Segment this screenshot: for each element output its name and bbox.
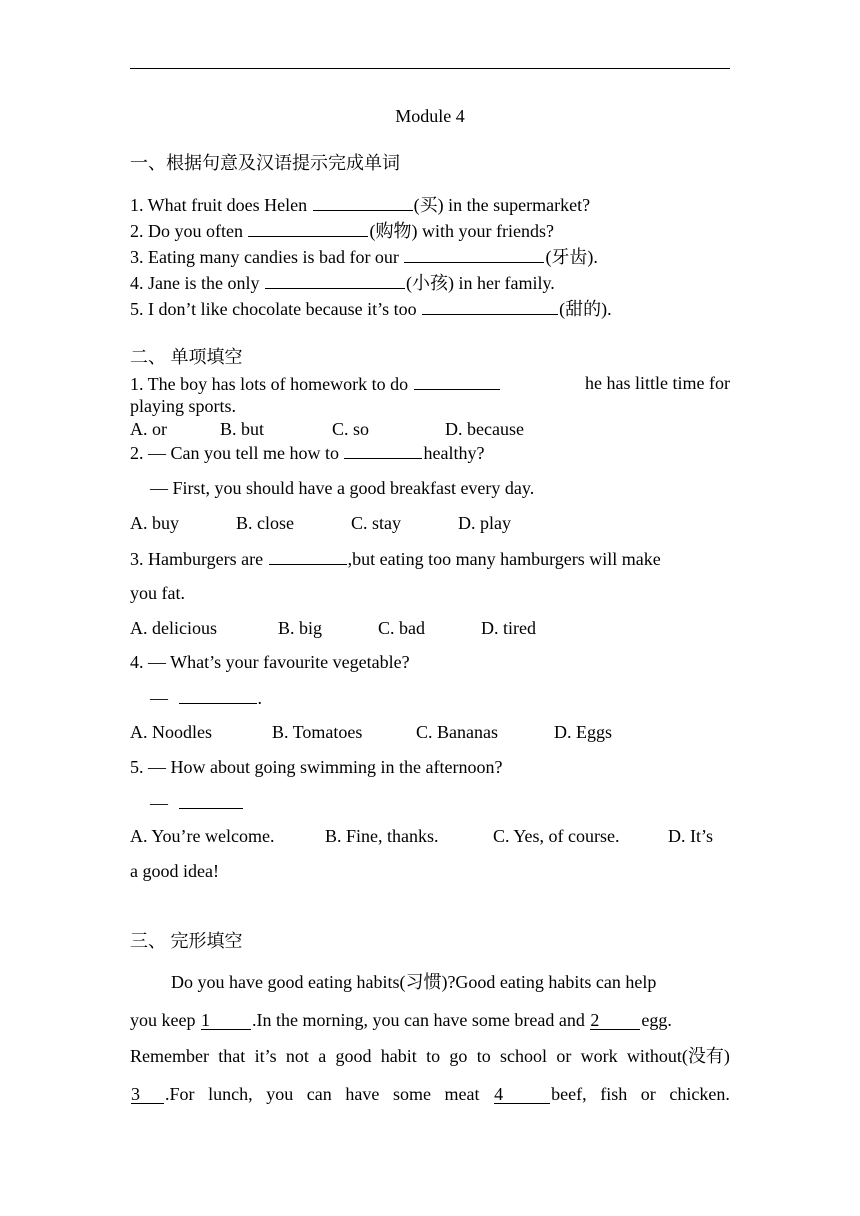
q2-option-d[interactable]: D. play bbox=[458, 513, 511, 533]
q1-option-c[interactable]: C. so bbox=[332, 419, 370, 439]
q1-option-a[interactable]: A. or bbox=[130, 419, 167, 439]
q3-cont: you fat. bbox=[130, 583, 185, 603]
cloze-line-4-word: fish bbox=[600, 1084, 628, 1104]
cloze-line-4-word: lunch, bbox=[208, 1084, 253, 1104]
cloze-line-3-word: or bbox=[556, 1046, 572, 1066]
cloze-line-3-word: a bbox=[318, 1046, 327, 1066]
q5-answer-line bbox=[150, 791, 244, 814]
q2-line bbox=[130, 441, 484, 464]
s1-item-5-hint: (甜的). bbox=[559, 299, 612, 319]
answer-blank[interactable] bbox=[344, 441, 422, 459]
s1-item-2-pre: 2. Do you often bbox=[130, 221, 248, 241]
cloze-line-3-word: it’s bbox=[254, 1046, 277, 1066]
cloze-line-4-word: .For bbox=[165, 1084, 195, 1104]
s1-item-5 bbox=[130, 297, 612, 320]
cloze-line-3-word: good bbox=[335, 1046, 372, 1066]
answer-blank[interactable] bbox=[269, 547, 347, 565]
cloze-blank-4[interactable]: 4 bbox=[494, 1086, 550, 1104]
q2-option-b[interactable]: B. close bbox=[236, 513, 294, 533]
q4-dash: — bbox=[150, 688, 168, 708]
cloze-line-4-word: you bbox=[266, 1084, 294, 1104]
q3-option-b[interactable]: B. big bbox=[278, 618, 323, 638]
cloze-blank-1[interactable]: 1 bbox=[201, 1012, 251, 1030]
cloze-line-3-word: that bbox=[218, 1046, 246, 1066]
s1-item-3 bbox=[130, 245, 598, 268]
s1-item-1-pre: 1. What fruit does Helen bbox=[130, 195, 312, 215]
q2-pre: 2. — Can you tell me how to bbox=[130, 443, 344, 463]
section1-heading: 一、根据句意及汉语提示完成单词 bbox=[130, 153, 400, 173]
q5-option-b[interactable]: B. Fine, thanks. bbox=[325, 826, 439, 846]
q4-question: 4. — What’s your favourite vegetable? bbox=[130, 652, 410, 672]
answer-blank[interactable] bbox=[404, 245, 544, 263]
q4-option-d[interactable]: D. Eggs bbox=[554, 722, 612, 742]
cloze-line-4-word: can bbox=[306, 1084, 332, 1104]
q2-answer: — First, you should have a good breakfast every day. bbox=[150, 478, 535, 498]
cloze-line-4-word: have bbox=[345, 1084, 380, 1104]
q3-option-c[interactable]: C. bad bbox=[378, 618, 425, 638]
cloze-line-3-word: not bbox=[285, 1046, 309, 1066]
cloze-line-4-word: chicken. bbox=[669, 1084, 730, 1104]
cloze-line-3-word: work bbox=[580, 1046, 618, 1066]
cloze-line-2 bbox=[130, 1009, 730, 1031]
answer-blank[interactable] bbox=[248, 219, 368, 237]
cloze-line-3 bbox=[130, 1045, 730, 1067]
s1-item-3-pre: 3. Eating many candies is bad for our bbox=[130, 247, 404, 267]
cloze-line-3-word: go bbox=[449, 1046, 468, 1066]
cloze-line-4-start bbox=[130, 1083, 195, 1105]
cloze-line-1: Do you have good eating habits(习惯)?Good eating habits can help bbox=[171, 972, 657, 992]
s1-item-3-hint: (牙齿). bbox=[545, 247, 598, 267]
s1-item-4-hint: (小孩) in her family. bbox=[405, 273, 555, 293]
q1-option-b[interactable]: B. but bbox=[220, 419, 265, 439]
s1-item-5-pre: 5. I don’t like chocolate because it’s too bbox=[130, 299, 422, 319]
cloze-line-3-word: without(没有) bbox=[626, 1046, 730, 1066]
cloze-line-4-word: meat bbox=[444, 1084, 480, 1104]
q1-cont: playing sports. bbox=[130, 396, 236, 416]
q2-option-c[interactable]: C. stay bbox=[351, 513, 402, 533]
s1-item-4-pre: 4. Jane is the only bbox=[130, 273, 264, 293]
q4-option-c[interactable]: C. Bananas bbox=[416, 722, 498, 742]
s1-item-2-hint: (购物) with your friends? bbox=[369, 221, 554, 241]
cloze-line-2-a bbox=[130, 1009, 672, 1031]
cloze-line-2-pre: you keep bbox=[130, 1010, 200, 1030]
cloze-line-3-word: Remember bbox=[130, 1046, 209, 1066]
cloze-line-3-word: habit bbox=[380, 1046, 417, 1066]
cloze-line-4-word: or bbox=[640, 1084, 656, 1104]
q1-pre: 1. The boy has lots of homework to do bbox=[130, 374, 413, 394]
q3-line bbox=[130, 547, 661, 570]
q2-option-a[interactable]: A. buy bbox=[130, 513, 179, 533]
s1-item-1 bbox=[130, 193, 590, 216]
q5-option-c[interactable]: C. Yes, of course. bbox=[493, 826, 620, 846]
cloze-blank-3[interactable]: 3 bbox=[131, 1086, 164, 1104]
cloze-line-2-post: egg. bbox=[641, 1010, 672, 1030]
q3-post: ,but eating too many hamburgers will make bbox=[347, 549, 661, 569]
section3-heading: 三、 完形填空 bbox=[130, 931, 243, 951]
s1-item-4 bbox=[130, 271, 555, 294]
s1-item-1-hint: (买) in the supermarket? bbox=[413, 195, 591, 215]
answer-blank[interactable] bbox=[414, 372, 500, 390]
q1-text bbox=[130, 372, 501, 395]
q1-post: he has little time for bbox=[585, 373, 730, 393]
cloze-line-4-blank-group bbox=[493, 1083, 586, 1105]
answer-blank[interactable] bbox=[313, 193, 413, 211]
answer-blank[interactable] bbox=[179, 791, 243, 809]
q1-line bbox=[130, 372, 730, 395]
cloze-line-2-mid: .In the morning, you can have some bread and bbox=[251, 1010, 590, 1030]
q5-dash: — bbox=[150, 793, 168, 813]
page-title: Module 4 bbox=[395, 106, 465, 126]
s1-item-2 bbox=[130, 219, 554, 242]
answer-blank[interactable] bbox=[265, 271, 405, 289]
cloze-line-3-word: to bbox=[426, 1046, 441, 1066]
q4-option-b[interactable]: B. Tomatoes bbox=[272, 722, 363, 742]
q4-option-a[interactable]: A. Noodles bbox=[130, 722, 212, 742]
header-rule bbox=[130, 68, 730, 69]
answer-blank[interactable] bbox=[422, 297, 558, 315]
cloze-line-3-word: school bbox=[500, 1046, 548, 1066]
cloze-line-4-word: beef, bbox=[551, 1084, 587, 1104]
cloze-line-4 bbox=[130, 1083, 730, 1105]
q5-cont: a good idea! bbox=[130, 861, 219, 881]
q5-option-d[interactable]: D. It’s bbox=[668, 826, 713, 846]
cloze-blank-2[interactable]: 2 bbox=[590, 1012, 640, 1030]
q3-option-d[interactable]: D. tired bbox=[481, 618, 536, 638]
cloze-line-4-word: some bbox=[392, 1084, 431, 1104]
q4-answer-line bbox=[150, 686, 262, 709]
section2-heading: 二、 单项填空 bbox=[130, 347, 243, 367]
cloze-line-3-word: to bbox=[476, 1046, 491, 1066]
q2-post: healthy? bbox=[423, 443, 485, 463]
q1-option-d[interactable]: D. because bbox=[445, 419, 524, 439]
answer-blank[interactable] bbox=[179, 686, 257, 704]
q3-option-a[interactable]: A. delicious bbox=[130, 618, 217, 638]
q3-pre: 3. Hamburgers are bbox=[130, 549, 268, 569]
q5-question: 5. — How about going swimming in the afternoon? bbox=[130, 757, 503, 777]
q5-option-a[interactable]: A. You’re welcome. bbox=[130, 826, 275, 846]
q4-post: . bbox=[257, 688, 262, 708]
